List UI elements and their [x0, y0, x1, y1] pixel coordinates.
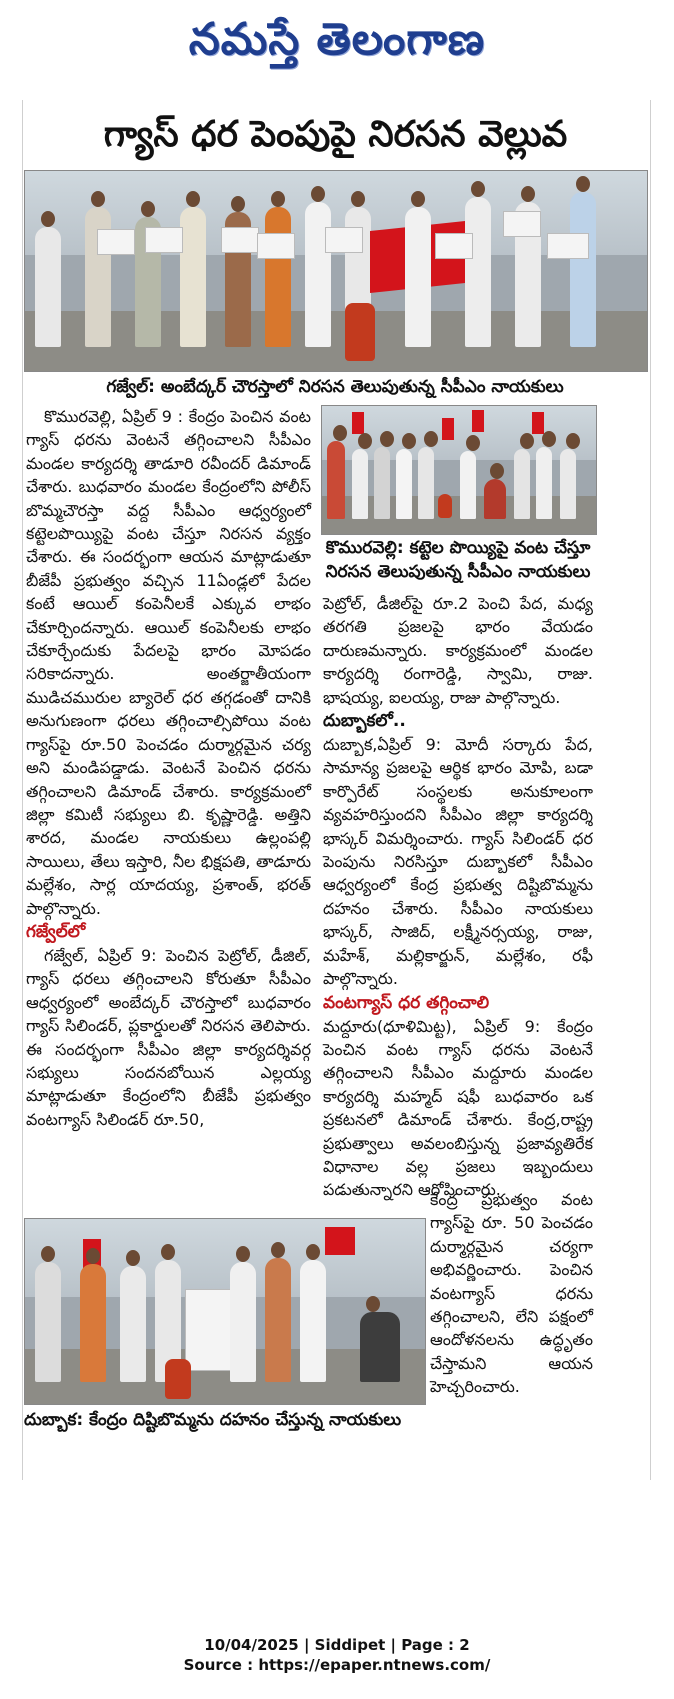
page-footer — [0, 1635, 674, 1675]
article-paragraph: మద్దూరు(ధూళిమిట్ట), ఏప్రిల్ 9: కేంద్రం పెంచిన వంట గ్యాస్ ధరను వెంటనే తగ్గించాలని సీపీఎం మద్దూరు మండల కార్యదర్శి మహ్మద్ షఫీ బుధవారం ఒక ప్రకటనలో డిమాండ్ చేశారు. కేంద్ర,రాష్ట్ర ప్రభుత్వాలు అవలంబిస్తున్న ప్రజావ్యతిరేక విధానాల వల్ల ప్రజలు ఇబ్బందులు పడుతున్నారని ఆరోపించారు. — [323, 1016, 593, 1200]
subhead-gajwel: గజ్వేల్‌లో — [26, 921, 86, 942]
right-caption-line2: నిరసన తెలుపుతున్న సీపీఎం నాయకులు — [325, 562, 591, 582]
article-paragraph: గజ్వేల్, ఏప్రిల్ 9: పెంచిన పెట్రోల్, డీజిల్, గ్యాస్ ధరలు తగ్గించాలని కోరుతూ సీపీఎం ఆధ్వర్యంలో అంబేద్కర్ చౌరస్తాలో బుధవారం గ్యాస్ సిలిండర్, ప్లకార్డులతో నిరసన తెలిపారు. ఈ సందర్భంగా సీపీఎం జిల్లా కార్యదర్శివర్గ సభ్యులు సందనబోయిన ఎల్లయ్య మాట్లాడుతూ కేంద్రంలోని బీజేపీ ప్రభుత్వం వంటగ్యాస్ సిలిండర్ రూ.50, — [26, 945, 311, 1129]
bottom-photo-caption: దుబ్బాక: కేంద్రం దిష్టిబొమ్మను దహనం చేస్తున్న నాయకులు — [24, 1410, 402, 1430]
bottom-photo — [24, 1218, 426, 1405]
headline: గ్యాస్ ధర పెంపుపై నిరసన వెల్లువ — [103, 114, 568, 155]
footer-date-edition: 10/04/2025 | Siddipet | Page : 2 — [204, 1636, 470, 1654]
footer-source: Source : https://epaper.ntnews.com/ — [183, 1656, 491, 1674]
right-caption-line1: కొమురవెల్లి: కట్టెల పొయ్యిపై వంట చేస్తూ — [325, 538, 591, 558]
right-photo — [321, 405, 597, 535]
right-photo-caption — [321, 536, 595, 584]
top-photo-caption: గజ్వేల్: అంబేద్కర్ చౌరస్తాలో నిరసన తెలుపుతున్న సీపీఎం నాయకులు — [106, 377, 564, 397]
article-paragraph: కొమురవెల్లి, ఏప్రిల్ 9 : కేంద్రం పెంచిన వంట గ్యాస్ ధరను వెంటనే తగ్గించాలని సీపీఎం మండల కార్యదర్శి తాడూరి రవీందర్ డిమాండ్ చేశారు. బుధవారం మండల కేంద్రంలోని పోలీస్ బొమ్మచౌరస్తా వద్ద సీపీఎం ఆధ్వర్యంలో కట్టెలపొయ్యిపై వంట చేస్తూ నిరసన వ్యక్తం చేశారు. ఈ సందర్భంగా ఆయన మాట్లాడుతూ బీజేపీ ప్రభుత్వం వచ్చిన 11ఏండ్లలో పేదల కంటే ఆయిల్ కంపెనీలకే ఎక్కువ లాభం చేకూర్చిందన్నారు. ఆయిల్ కంపెనీలకు లాభం చేకూర్చేందుకు పేదలపై భారం మోపడం సరికాదన్నారు. అంతర్జాతీయంగా ముడిచమురుల బ్యారెల్ ధర తగ్గడంతో దానికి అనుగుణంగా ధరలు తగ్గించాల్సిపోయి వంట గ్యాస్‌పై రూ.50 పెంచడం దుర్మార్గమైన చర్య అని మండిపడ్డాడు. వెంటనే పెంచిన ధరను తగ్గించాలని డిమాండ్ చేశారు. కార్యక్రమంలో జిల్లా కమిటీ సభ్యులు బి. కృష్ణారెడ్డి. అత్తిని శారద, మండల నాయకులు ఉల్లంపల్లి సాయిలు, తేలు ఇస్తారి, నీల భిక్షపతి, తాడూరు మల్లేశం, సార్ల యాదయ్య, ప్రశాంత్, భరత్ పాల్గొన్నారు. — [26, 407, 311, 918]
article-paragraph: దుబ్బాక,ఏప్రిల్ 9: మోదీ సర్కారు పేద, సామాన్య ప్రజలపై ఆర్థిక భారం మోపి, బడా కార్పొరేట్ సంస్థలకు అనుకూలంగా వ్యవహరిస్తుందని సీపీఎం జిల్లా కార్యదర్శి భాస్కర్ విమర్శించారు. గ్యాస్ సిలిండర్ ధర పెంపును నిరసిస్తూ దుబ్బాకలో సీపీఎం ఆధ్వర్యంలో కేంద్ర ప్రభుత్వ దిష్టిబొమ్మను దహనం చేశారు. సీపీఎం నాయకులు భాస్కర్, సాజిద్, లక్ష్మీనర్సయ్య, రాజు, మహేశ్, మల్లికార్జున్, మల్లేశం, రఫీ పాల్గొన్నారు. — [323, 735, 593, 989]
subhead-cooking-gas: వంటగ్యాస్ ధర తగ్గించాలి — [323, 992, 490, 1013]
masthead-title: నమస్తే తెలంగాణ — [188, 14, 486, 65]
article-col1-upper — [26, 405, 311, 1131]
article-paragraph: కేంద్ర ప్రభుత్వం వంట గ్యాస్‌పై రూ. 50 పెంచడం దుర్మార్గమైన చర్యగా అభివర్ణించారు. పెంచిన వంటగ్యాస్ ధరను తగ్గించాలని, లేని పక్షంలో ఆందోళనలను ఉద్ధృతం చేస్తామని ఆయన హెచ్చరించారు. — [430, 1190, 593, 1397]
article-col2-lower — [430, 1188, 593, 1399]
subhead-dubbaka: దుబ్బాకలో.. — [323, 711, 406, 732]
masthead — [0, 0, 674, 96]
article-paragraph: పెట్రోల్, డీజిల్‌పై రూ.2 పెంచి పేద, మధ్య తరగతి ప్రజలపై భారం వేయడం దారుణమన్నారు. కార్యక్రమంలో మండల కార్యదర్శి రంగారెడ్డి, స్వామి, రాజు. భాషయ్య, ఐలయ్య, రాజు పాల్గొన్నారు. — [323, 594, 593, 707]
top-photo — [24, 170, 648, 372]
article-col2 — [323, 592, 593, 1202]
